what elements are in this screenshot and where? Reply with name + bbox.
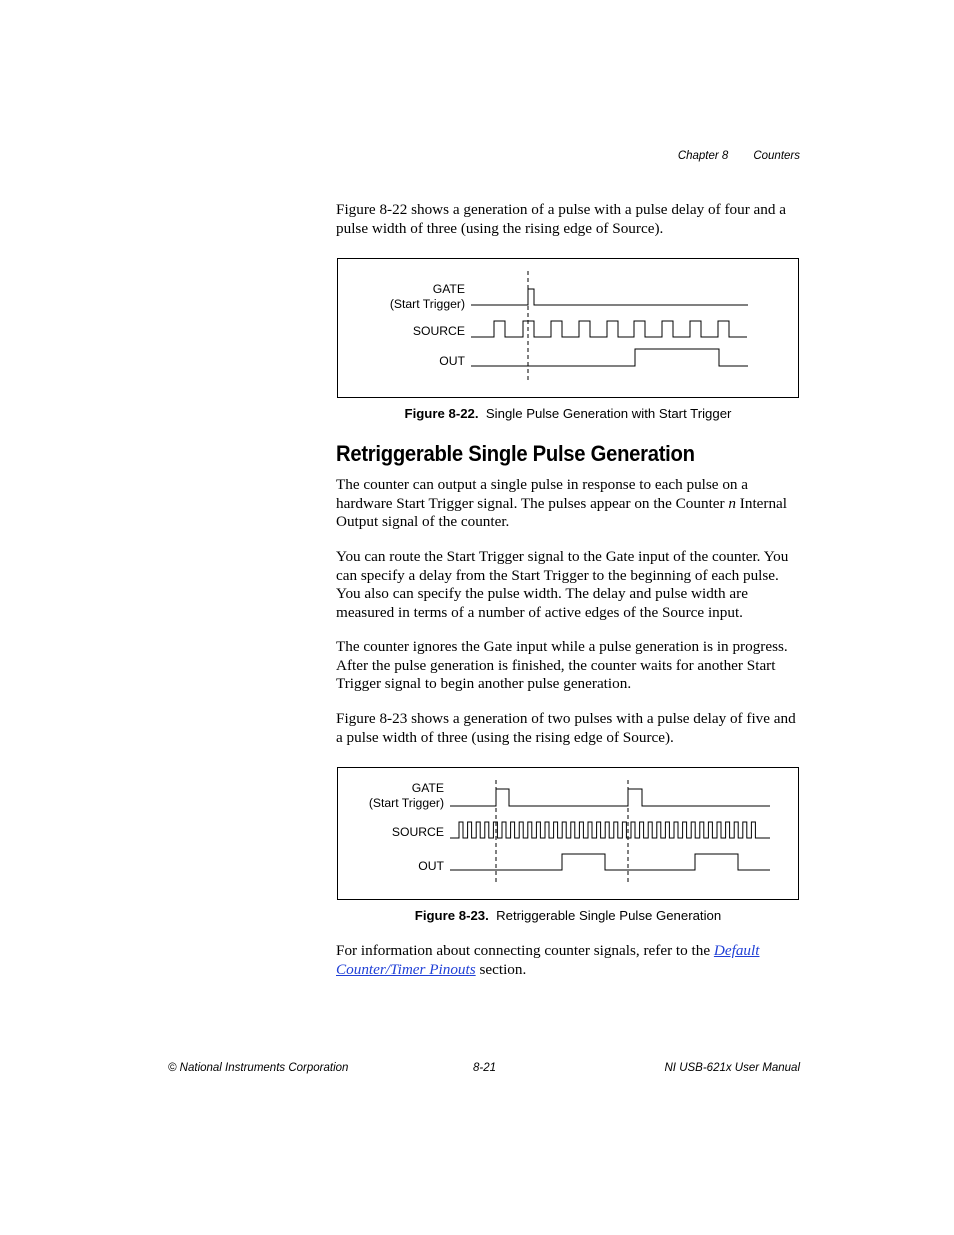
footer-manual-title: NI USB-621x User Manual xyxy=(664,1062,800,1074)
out-label: OUT xyxy=(418,859,444,873)
source-waveform xyxy=(450,822,770,838)
gate-sublabel: (Start Trigger) xyxy=(368,796,444,810)
section-heading: Retriggerable Single Pulse Generation xyxy=(336,441,695,466)
text-run: For information about connecting counter signals, refer to the xyxy=(336,942,714,959)
paragraph-more-info xyxy=(336,942,802,979)
figure-8-23-caption xyxy=(337,908,799,923)
italic-n: n xyxy=(728,494,736,512)
out-label: OUT xyxy=(439,354,465,368)
section-label: Counters xyxy=(753,150,800,162)
gate-label: GATE xyxy=(432,282,465,296)
out-waveform xyxy=(471,349,748,366)
figure-8-22-caption xyxy=(337,406,799,421)
footer-page-number: 8-21 xyxy=(473,1062,497,1074)
source-label: SOURCE xyxy=(391,825,444,839)
caption-number: Figure 8-23. xyxy=(414,908,489,923)
gate-waveform xyxy=(450,789,770,806)
gate-sublabel: (Start Trigger) xyxy=(389,297,465,311)
source-waveform xyxy=(471,321,747,337)
gate-waveform xyxy=(471,289,748,305)
paragraph-route-trigger: You can route the Start Trigger signal to the Gate input of the counter. You can specify a delay from the Start Trigger to the beginning of each pulse. You also can specify the pulse width. The delay and pulse width are measured in terms of a number of active edges of the Source input. xyxy=(336,548,789,621)
figure-8-23 xyxy=(337,767,799,900)
source-label: SOURCE xyxy=(412,324,465,338)
text-run: section. xyxy=(475,960,527,978)
caption-text: Single Pulse Generation with Start Trigger xyxy=(485,406,732,421)
gate-label: GATE xyxy=(411,781,444,795)
timing-diagram-8-23 xyxy=(338,768,800,901)
paragraph-ignore-gate: The counter ignores the Gate input while a pulse generation is in progress. After the pulse generation is finished, the counter waits for another Start Trigger signal to begin another pulse generation. xyxy=(336,638,788,693)
paragraph-output-pulse xyxy=(336,476,802,532)
caption-text: Retriggerable Single Pulse Generation xyxy=(496,908,722,923)
paragraph-figure-8-23-intro: Figure 8-23 shows a generation of two pulses with a pulse delay of five and a pulse width of three (using the rising edge of Source). xyxy=(336,710,796,746)
text-run: Internal Output signal of the counter. xyxy=(336,494,788,531)
chapter-label: Chapter 8 xyxy=(677,150,729,162)
running-header xyxy=(600,150,800,166)
figure-8-22 xyxy=(337,258,799,398)
default-counter-timer-pinouts-link[interactable]: Default Counter/Timer Pinouts xyxy=(336,942,760,978)
intro-paragraph: Figure 8-22 shows a generation of a pulse with a pulse delay of four and a pulse width of three (using the rising edge of Source). xyxy=(336,201,787,237)
out-waveform xyxy=(450,854,770,870)
timing-diagram-8-22 xyxy=(338,259,800,399)
caption-number: Figure 8-22. xyxy=(404,406,479,421)
text-run: The counter can output a single pulse in response to each pulse on a hardware Start Trigger signal. The pulses appear on the Counter xyxy=(336,476,749,512)
footer-copyright: © National Instruments Corporation xyxy=(168,1062,349,1074)
